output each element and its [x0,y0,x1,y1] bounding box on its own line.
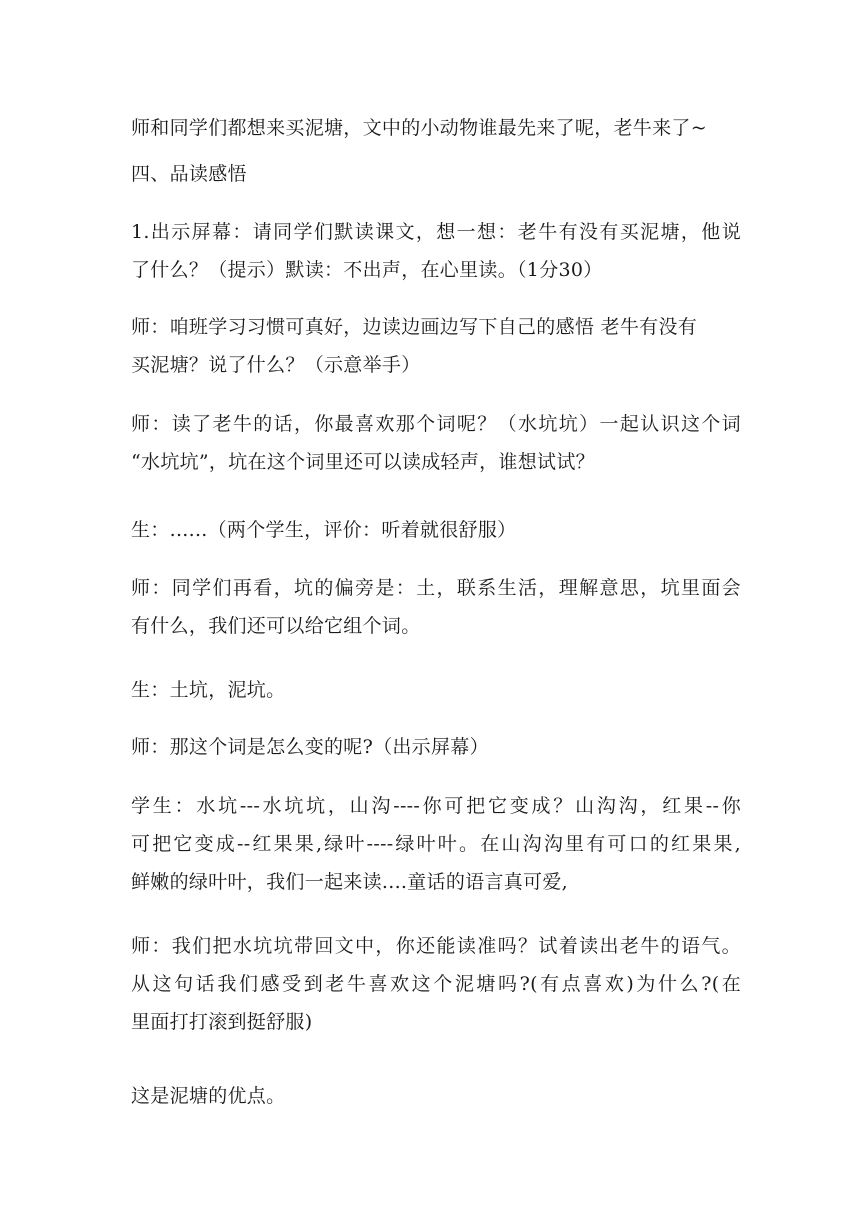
text-line: 里面打打滚到挺舒服) [131,1011,313,1033]
text-line: 师：我们把水坑坑带回文中，你还能读准吗？试着读出老牛的语气。 [131,935,741,957]
paragraph-teacher-2 [131,405,741,481]
paragraph-intro [131,109,741,147]
paragraph-student-3 [131,787,741,901]
text-line: 1.出示屏幕：请同学们默读课文，想一想：老牛有没有买泥塘，他说 [131,221,741,243]
text-line: 有什么，我们还可以给它组个词。 [131,615,421,637]
text-line: 可把它变成--红果果,绿叶----绿叶叶。在山沟沟里有可口的红果果, [131,833,741,855]
text-line: 师和同学们都想来买泥塘，文中的小动物谁最先来了呢，老牛来了~ [131,117,707,139]
paragraph-student-1 [131,511,741,549]
text-line: 师：读了老牛的话，你最喜欢那个词呢？（水坑坑）一起认识这个词 [131,413,741,435]
text-line: 生：土坑，泥坑。 [131,679,286,701]
paragraph-teacher-4 [131,728,741,766]
paragraph-teacher-5 [131,927,741,1041]
text-line: 这是泥塘的优点。 [131,1085,286,1107]
text-line: 鲜嫩的绿叶叶，我们一起来读....童话的语言真可爱, [131,871,568,893]
text-line: 买泥塘？说了什么？（示意举手） [131,354,421,376]
paragraph-step-1 [131,213,741,289]
paragraph-teacher-1 [131,308,741,384]
text-line: 师：那这个词是怎么变的呢?（出示屏幕） [131,736,489,758]
paragraph-conclusion [131,1077,741,1115]
text-line: 四、品读感悟 [131,163,247,185]
text-line: 从这句话我们感受到老牛喜欢这个泥塘吗?(有点喜欢)为什么?(在 [131,973,741,995]
section-heading [131,155,741,193]
text-line: 师：咱班学习习惯可真好，边读边画边写下自己的感悟 老牛有没有 [131,316,698,338]
paragraph-student-2 [131,671,741,709]
text-line: “水坑坑”，坑在这个词里还可以读成轻声，谁想试试？ [131,451,595,473]
text-line: 学生：水坑---水坑坑，山沟----你可把它变成？山沟沟，红果--你 [131,795,741,817]
text-line: 师：同学们再看，坑的偏旁是：土，联系生活，理解意思，坑里面会 [131,577,741,599]
text-line: 了什么？（提示）默读：不出声，在心里读。（1分30） [131,259,603,281]
text-line: 生：......（两个学生，评价：听着就很舒服） [131,519,517,541]
paragraph-teacher-3 [131,569,741,645]
